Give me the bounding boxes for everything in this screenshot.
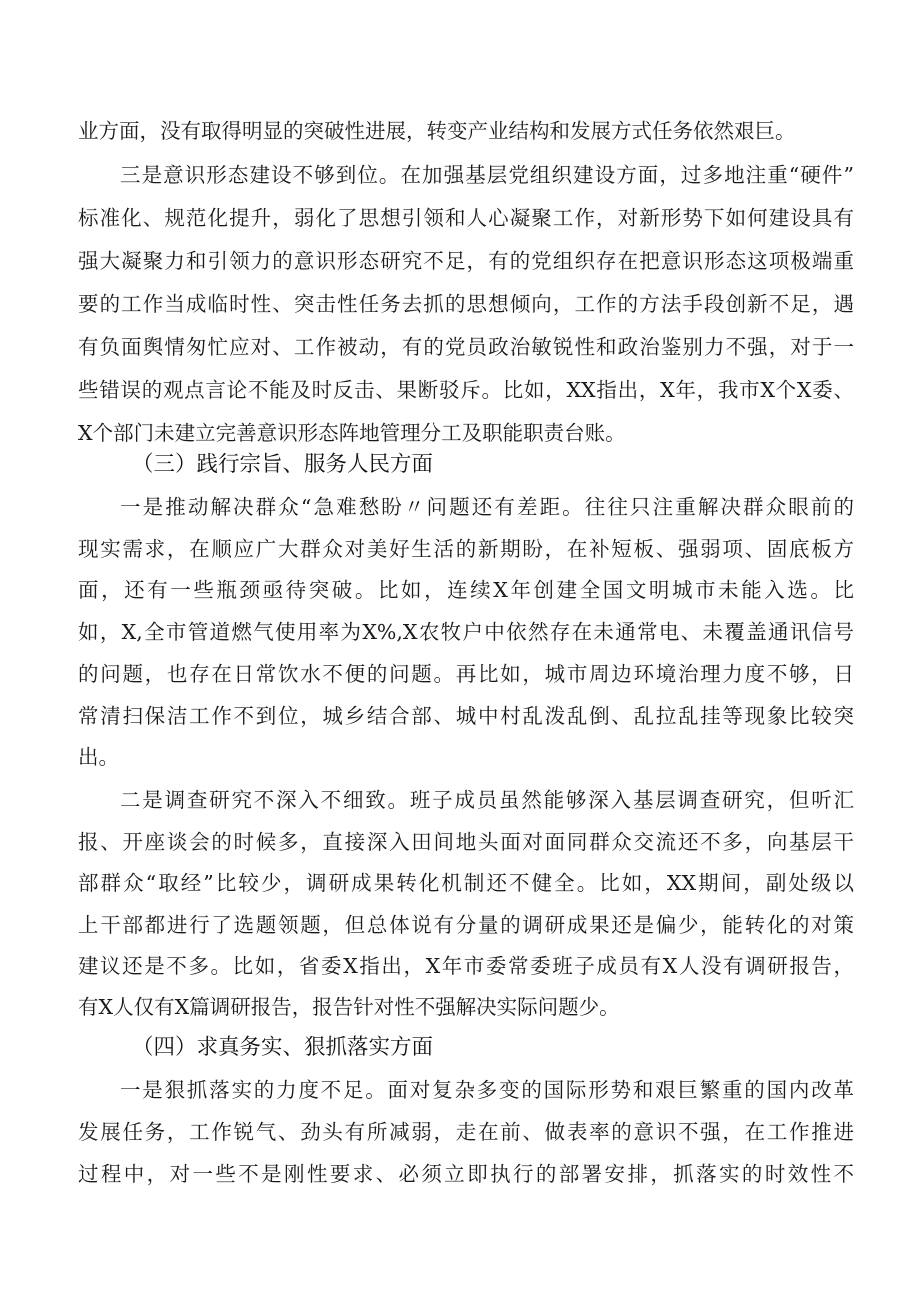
- paragraph-line: 标准化、规范化提升，弱化了思想引领和人心凝聚工作，对新形势下如何建设具有: [78, 206, 854, 230]
- paragraph-line: 有X人仅有X篇调研报告，报告针对性不强解决实际问题少。: [78, 995, 620, 1019]
- section-heading: （四）求真务实、狠抓落实方面: [132, 1035, 434, 1060]
- paragraph-line: 报、开座谈会的时候多，直接深入田间地头面对面同群众交流还不多，向基层干: [78, 830, 854, 854]
- paragraph-line: 建议还是不多。比如，省委X指出，X年市委常委班子成员有X人没有调研报告，: [78, 954, 854, 978]
- section-heading: （三）践行宗旨、服务人民方面: [132, 452, 434, 477]
- paragraph-line: 业方面，没有取得明显的突破性进展，转变产业结构和发展方式任务依然艰巨。: [78, 119, 796, 143]
- paragraph-line: 三是意识形态建设不够到位。在加强基层党组织建设方面，过多地注重“硬件”: [120, 163, 854, 187]
- paragraph-line: 常清扫保洁工作不到位，城乡结合部、城中村乱泼乱倒、乱拉乱挂等现象比较突: [78, 704, 854, 728]
- paragraph-line: 部群众“取经”比较少，调研成果转化机制还不健全。比如，XX期间，副处级以: [78, 871, 854, 895]
- paragraph-line: 如，X,全市管道燃气使用率为X%,X农牧户中依然存在未通常电、未覆盖通讯信号: [78, 620, 854, 644]
- paragraph-line: X个部门未建立完善意识形态阵地管理分工及职能职责台账。: [78, 421, 626, 445]
- paragraph-line: 出。: [78, 745, 119, 769]
- paragraph-line: 的问题，也存在日常饮水不便的问题。再比如，城市周边环境治理力度不够，日: [78, 662, 854, 686]
- paragraph-line: 过程中，对一些不是刚性要求、必须立即执行的部署安排，抓落实的时效性不: [78, 1162, 854, 1186]
- paragraph-line: 二是调查研究不深入不细致。班子成员虽然能够深入基层调查研究，但听汇: [120, 788, 854, 812]
- paragraph-line: 上干部都进行了选题领题，但总体说有分量的调研成果还是偏少，能转化的对策: [78, 913, 854, 937]
- paragraph-line: 面，还有一些瓶颈亟待突破。比如，连续X年创建全国文明城市未能入选。比: [78, 578, 854, 602]
- paragraph-line: 强大凝聚力和引领力的意识形态研究不足，有的党组织存在把意识形态这项极端重: [78, 249, 854, 273]
- paragraph-line: 一是推动解决群众“急难愁盼〃问题还有差距。往往只注重解决群众眼前的: [120, 495, 854, 519]
- paragraph-line: 要的工作当成临时性、突击性任务去抓的思想倾向，工作的方法手段创新不足，遇: [78, 292, 854, 316]
- paragraph-line: 一是狠抓落实的力度不足。面对复杂多变的国际形势和艰巨繁重的国内改革: [120, 1078, 854, 1102]
- paragraph-line: 些错误的观点言论不能及时反击、果断驳斥。比如，XX指出，X年，我市X个X委、: [78, 378, 854, 402]
- paragraph-line: 发展任务，工作锐气、劲头有所减弱，走在前、做表率的意识不强，在工作推进: [78, 1120, 854, 1144]
- paragraph-line: 现实需求，在顺应广大群众对美好生活的新期盼，在补短板、强弱项、固底板方: [78, 537, 854, 561]
- paragraph-line: 有负面舆情匆忙应对、工作被动，有的党员政治敏锐性和政治鉴别力不强，对于一: [78, 335, 854, 359]
